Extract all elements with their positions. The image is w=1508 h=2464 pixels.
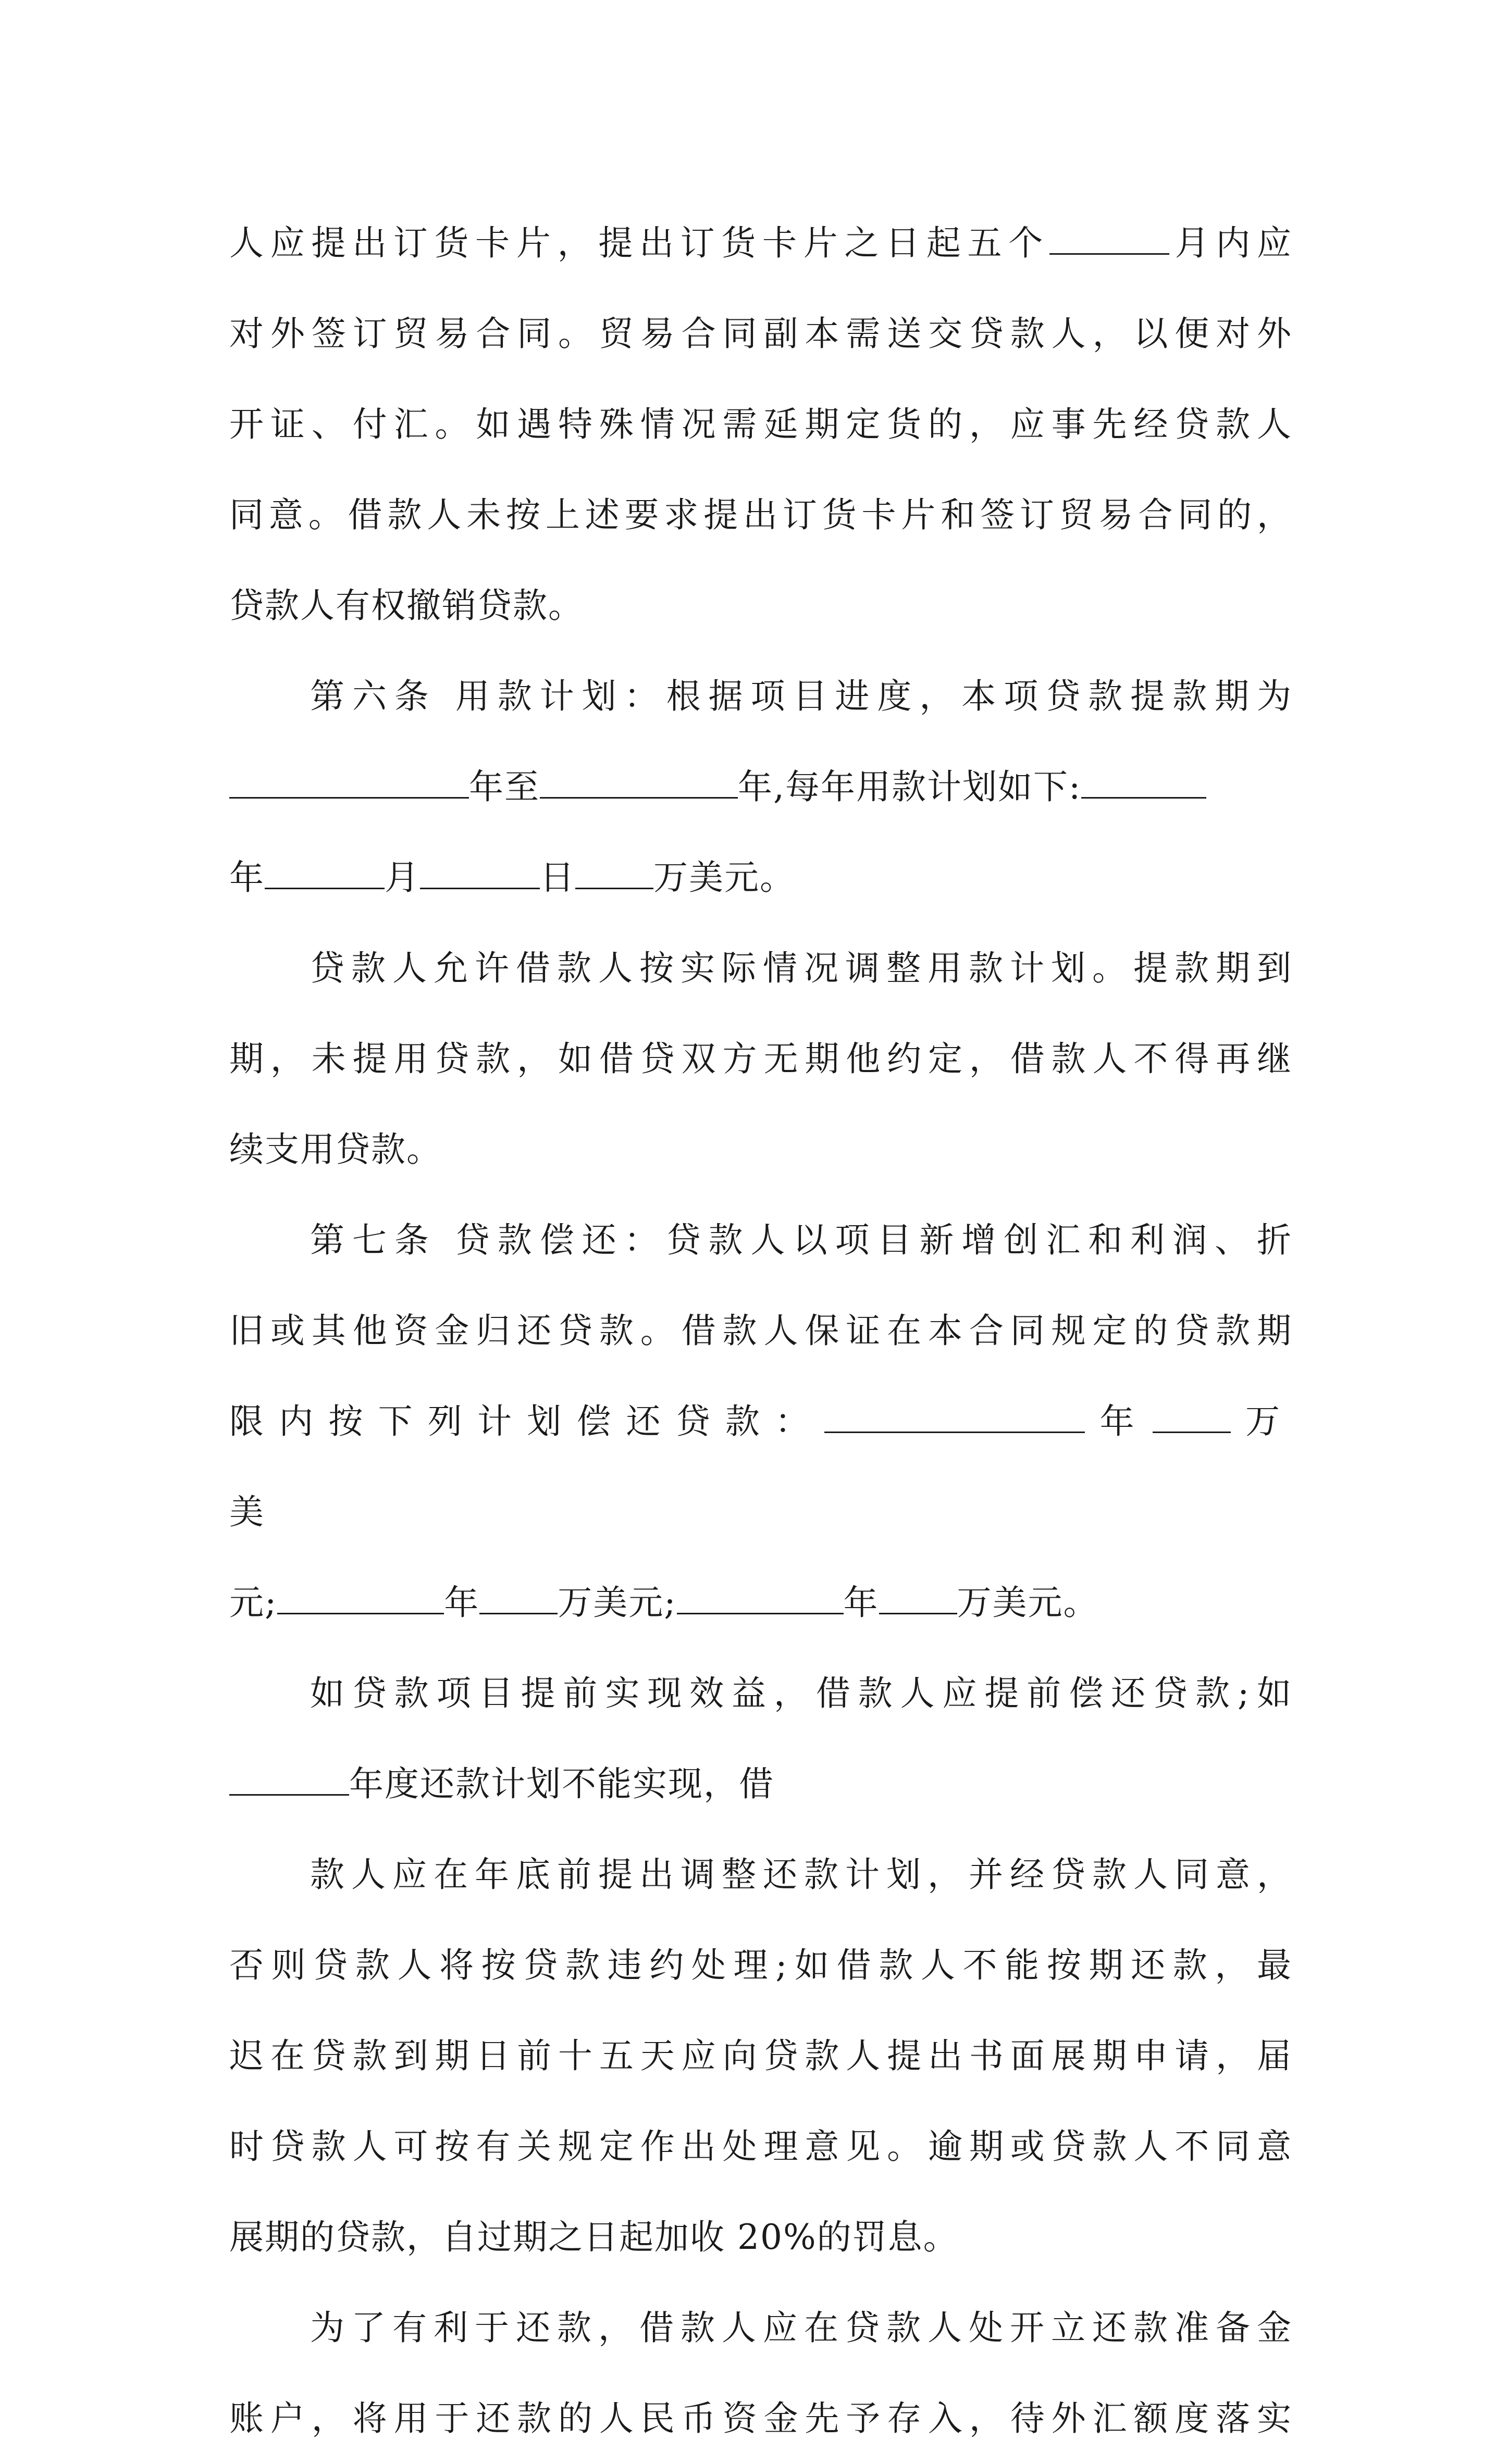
paragraph-early-repay [229,1648,1292,1830]
text-line: 展期的贷款，自过期之日起加收 20%的罚息。 [229,2217,959,2257]
fill-blank [277,1584,444,1614]
text-run: 年 [229,857,265,898]
text-line: 款人应在年底前提出调整还款计划，并经贷款人同意， [310,1855,1292,1895]
text-line: 账户，将用于还款的人民币资金先予存入，待外汇额度落实 [229,2398,1292,2438]
text-line: 迟在贷款到期日前十五天应向贷款人提出书面展期申请，届 [229,2036,1292,2076]
fill-blank [479,1584,558,1614]
text-line [229,1739,1292,1830]
document-body [229,198,1292,2464]
fill-blank [229,768,469,799]
text-line: 期，未提用贷款，如借贷双方无期他约定，借款人不得再继 [229,1039,1292,1079]
fill-blank [1153,1402,1231,1433]
paragraph-plan-adjust [229,923,1292,1195]
text-run: 万美元; [558,1583,677,1623]
fill-blank [1049,224,1169,255]
fill-blank [575,858,653,889]
fill-blank [824,1402,1085,1433]
text-line: 旧或其他资金归还贷款。借款人保证在本合同规定的贷款期 [229,1311,1292,1351]
text-line: 贷款人允许借款人按实际情况调整用款计划。提款期到 [310,948,1292,988]
fill-blank [420,858,540,889]
fill-blank [1081,768,1206,799]
text-line: 续支用贷款。 [229,1129,442,1169]
fill-blank [879,1584,957,1614]
text-line: 否则贷款人将按贷款违约处理;如借款人不能按期还款，最 [229,1945,1292,1985]
text-line [229,832,1292,923]
text-run: 日 [540,857,575,898]
text-run: 元; [229,1583,278,1623]
text-line [229,1376,1292,1558]
text-line [229,198,1292,289]
text-line [229,1558,1292,1648]
text-line: 第六条 用款计划：根据项目进度，本项贷款提款期为 [310,676,1292,716]
paragraph-reserve-account [229,2283,1292,2464]
text-run: 年 [444,1583,480,1623]
text-run: 万美 [229,1401,1293,1532]
text-line: 开证、付汇。如遇特殊情况需延期定货的，应事先经贷款人 [229,404,1292,444]
text-line: 时贷款人可按有关规定作出处理意见。逾期或贷款人不同意 [229,2126,1292,2167]
text-line: 为了有利于还款，借款人应在贷款人处开立还款准备金 [310,2308,1292,2348]
fill-blank [540,768,738,799]
text-line: 同意。借款人未按上述要求提出订货卡片和签订贸易合同的， [229,495,1292,535]
text-line [229,742,1292,832]
text-line: 第七条 贷款偿还：贷款人以项目新增创汇和利润、折 [310,1220,1292,1260]
text-run: 限内按下列计划偿还贷款： [229,1401,825,1441]
fill-blank [677,1584,844,1614]
text-run: 万美元。 [957,1583,1099,1623]
text-run: 月 [385,857,420,898]
text-run: 年 [843,1583,879,1623]
paragraph-order-card [229,198,1292,651]
fill-blank [229,1765,349,1796]
text-run: 年,每年用款计划如下: [738,767,1082,807]
text-run: 年 [1099,1401,1138,1441]
text-line: 对外签订贸易合同。贸易合同副本需送交贷款人，以便对外 [229,314,1292,354]
paragraph-default-penalty [229,1830,1292,2283]
text-run: 万美元。 [653,857,795,898]
paragraph-article-6 [229,651,1292,923]
text-run: 年至 [469,767,540,807]
text-run: 年度还款计划不能实现，借 [349,1764,774,1804]
text-run: 月内应 [1169,223,1293,263]
fill-blank [265,858,385,889]
text-run: 人应提出订货卡片，提出订货卡片之日起五个 [229,223,1049,263]
text-line: 贷款人有权撤销贷款。 [229,586,584,626]
text-line: 如贷款项目提前实现效益，借款人应提前偿还贷款;如 [310,1673,1292,1713]
paragraph-article-7 [229,1195,1292,1648]
